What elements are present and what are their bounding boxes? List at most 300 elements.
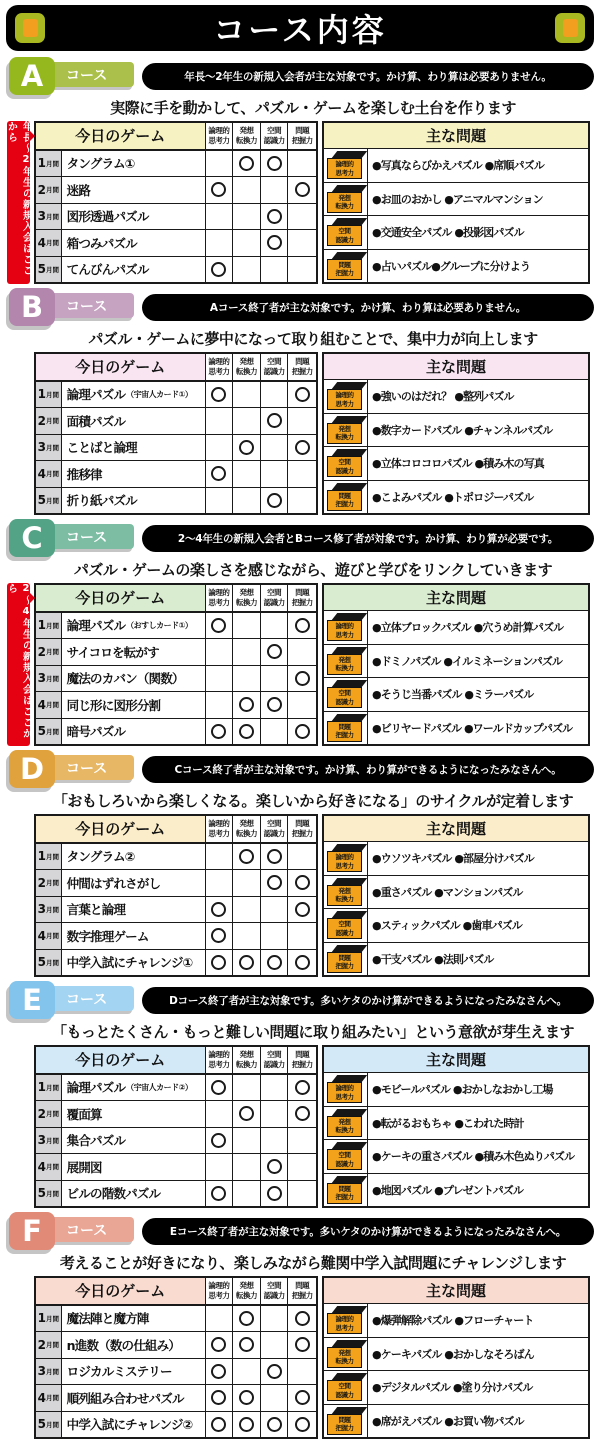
month-suffix: 月間 xyxy=(46,1110,59,1119)
skill-header-line1: 発想 xyxy=(239,1281,254,1291)
skill-header-1 xyxy=(206,1278,234,1304)
skill-box-label-line1: 問題 xyxy=(338,260,351,269)
game-note: （おすしカード①） xyxy=(126,620,193,630)
skill-mark-cell xyxy=(288,1332,316,1358)
skill-mark-cell xyxy=(261,151,289,177)
game-name-cell xyxy=(62,461,206,487)
skill-header-line2: 転換力 xyxy=(235,828,257,838)
problem-row xyxy=(324,1173,588,1207)
skill-mark-cell xyxy=(233,639,261,665)
month-cell xyxy=(36,382,62,408)
game-name-cell xyxy=(62,1412,206,1438)
problem-icon-cell xyxy=(324,1405,368,1438)
skill-mark-cell xyxy=(288,923,316,949)
skill-mark-cell xyxy=(206,1154,234,1180)
skill-mark-cell xyxy=(233,204,261,230)
month-suffix: 月間 xyxy=(46,1394,59,1403)
circle-mark-icon xyxy=(267,849,282,864)
course-section-d xyxy=(6,750,594,977)
month-suffix: 月間 xyxy=(46,186,59,195)
game-row xyxy=(36,487,316,514)
skill-box-label-line1: 論理的 xyxy=(335,391,354,400)
problem-row xyxy=(324,182,588,216)
skill-box-icon xyxy=(327,1306,364,1334)
skill-mark-cell xyxy=(206,488,234,514)
circle-mark-icon xyxy=(211,902,226,917)
circle-mark-icon xyxy=(239,849,254,864)
skill-header-4 xyxy=(288,816,316,842)
course-letter: F xyxy=(9,1212,55,1250)
game-name-cell xyxy=(62,613,206,639)
skill-mark-cell xyxy=(261,950,289,976)
skill-mark-cell xyxy=(261,461,289,487)
skill-mark-cell xyxy=(206,844,234,870)
game-row xyxy=(36,718,316,745)
game-row xyxy=(36,638,316,665)
skill-mark-cell xyxy=(233,950,261,976)
games-table-header-row xyxy=(36,585,316,612)
month-cell xyxy=(36,1075,62,1101)
skill-header-line1: 発想 xyxy=(239,357,254,367)
problem-row xyxy=(324,1139,588,1173)
month-cell xyxy=(36,461,62,487)
problem-items-text: ●ドミノパズル ●イルミネーションパズル xyxy=(372,654,562,668)
problems-header-cell: 主な問題 xyxy=(324,1047,588,1073)
game-name: 魔法のカバン（関数） xyxy=(66,671,184,687)
skill-box-label-line1: 空間 xyxy=(338,689,351,698)
problem-row xyxy=(324,1106,588,1140)
skill-box-label-line2: 転換力 xyxy=(335,433,354,442)
skill-mark-cell xyxy=(288,950,316,976)
month-number: 1 xyxy=(37,156,46,171)
games-header-cell: 今日のゲーム xyxy=(36,123,206,149)
skill-mark-cell xyxy=(206,151,234,177)
skill-mark-cell xyxy=(233,719,261,745)
skill-box-front-face xyxy=(327,158,362,179)
skill-header-line1: 論理的 xyxy=(208,357,230,367)
game-name-cell xyxy=(62,1306,206,1332)
skill-mark-cell xyxy=(288,692,316,718)
skill-header-3 xyxy=(261,123,289,149)
problem-items-text: ●スティックパズル ●歯車パズル xyxy=(372,919,522,933)
skill-header-line2: 思考力 xyxy=(208,828,230,838)
month-suffix: 月間 xyxy=(46,1420,59,1429)
skill-box-label-line2: 把握力 xyxy=(335,731,354,740)
month-cell xyxy=(36,613,62,639)
game-row xyxy=(36,922,316,949)
circle-mark-icon xyxy=(295,671,310,686)
skill-box-icon xyxy=(327,1075,364,1103)
problem-items-text: ●数字カードパズル ●チャンネルパズル xyxy=(372,423,553,437)
skill-box-label-line1: 論理的 xyxy=(335,1315,354,1324)
skill-mark-cell xyxy=(288,639,316,665)
skill-mark-cell xyxy=(288,1359,316,1385)
skill-header-line2: 認識力 xyxy=(263,1290,285,1300)
skill-box-label-line1: 空間 xyxy=(338,1382,351,1391)
circle-mark-icon xyxy=(239,156,254,171)
problem-items-text: ●モビールパズル ●おかしなおかし工場 xyxy=(372,1083,553,1097)
skill-box-label-line2: 思考力 xyxy=(335,1092,354,1101)
course-tables-row xyxy=(6,583,594,746)
skill-mark-cell xyxy=(288,408,316,434)
course-head-row xyxy=(6,981,594,1019)
skill-box-front-face xyxy=(327,620,362,641)
game-row xyxy=(36,869,316,896)
skill-mark-cell xyxy=(206,382,234,408)
game-name: 論理パズル xyxy=(66,1080,126,1096)
circle-mark-icon xyxy=(211,182,226,197)
course-badge-tab: コース xyxy=(34,524,134,549)
circle-mark-icon xyxy=(239,724,254,739)
circle-mark-icon xyxy=(211,1337,226,1352)
game-name: 魔法陣と魔方陣 xyxy=(66,1311,149,1327)
month-suffix: 月間 xyxy=(46,648,59,657)
skill-header-line1: 発想 xyxy=(239,1050,254,1060)
month-cell xyxy=(36,897,62,923)
game-name-cell xyxy=(62,1101,206,1127)
month-suffix: 月間 xyxy=(46,674,59,683)
game-name-cell xyxy=(62,1385,206,1411)
course-section-e xyxy=(6,981,594,1208)
game-name-cell xyxy=(62,230,206,256)
skill-mark-cell xyxy=(288,1154,316,1180)
month-cell xyxy=(36,1306,62,1332)
skill-mark-cell xyxy=(261,719,289,745)
game-row xyxy=(36,843,316,870)
skill-header-line1: 問題 xyxy=(295,1281,310,1291)
skill-mark-cell xyxy=(233,461,261,487)
game-row xyxy=(36,1153,316,1180)
problem-items-text: ●転がるおもちゃ ●こわれた時計 xyxy=(372,1116,524,1130)
game-name: ことばと論理 xyxy=(66,440,137,456)
month-number: 5 xyxy=(37,955,46,970)
skill-mark-cell xyxy=(288,230,316,256)
skill-mark-cell xyxy=(233,1306,261,1332)
month-number: 2 xyxy=(37,1337,46,1352)
skill-box-front-face xyxy=(327,423,362,444)
month-suffix: 月間 xyxy=(46,1083,59,1092)
skill-mark-cell xyxy=(261,204,289,230)
course-subtitle: パズル・ゲームに夢中になって取り組むことで、集中力が向上します xyxy=(88,330,538,348)
problem-row xyxy=(324,149,588,182)
game-name-cell xyxy=(62,1181,206,1207)
skill-mark-cell xyxy=(233,257,261,283)
skill-header-3 xyxy=(261,585,289,611)
ribbon-slot xyxy=(6,352,34,515)
month-number: 2 xyxy=(37,413,46,428)
problem-row xyxy=(324,942,588,976)
circle-mark-icon xyxy=(267,955,282,970)
problems-table xyxy=(322,121,590,284)
course-head-row xyxy=(6,1212,594,1250)
circle-mark-icon xyxy=(295,955,310,970)
skill-header-line2: 把握力 xyxy=(291,366,313,376)
game-name-cell xyxy=(62,257,206,283)
month-cell xyxy=(36,1385,62,1411)
skill-box-label-line2: 思考力 xyxy=(335,861,354,870)
circle-mark-icon xyxy=(211,618,226,633)
skill-header-line2: 把握力 xyxy=(291,597,313,607)
game-row xyxy=(36,1127,316,1154)
skill-box-front-face xyxy=(327,687,362,708)
skill-mark-cell xyxy=(288,1385,316,1411)
month-suffix: 月間 xyxy=(46,239,59,248)
skill-mark-cell xyxy=(288,257,316,283)
skill-mark-cell xyxy=(206,666,234,692)
game-name: サイコロを転がす xyxy=(66,644,159,660)
skill-header-4 xyxy=(288,123,316,149)
course-letter: A xyxy=(9,57,55,95)
skill-header-3 xyxy=(261,1278,289,1304)
course-tables-row xyxy=(6,1276,594,1439)
game-note: （宇宙人カード②） xyxy=(126,1082,193,1092)
month-number: 3 xyxy=(37,1133,46,1148)
skill-mark-cell xyxy=(233,1154,261,1180)
skill-box-front-face xyxy=(327,225,362,246)
skill-box-label-line2: 思考力 xyxy=(335,630,354,639)
skill-box-icon xyxy=(327,1340,364,1368)
problem-icon-cell xyxy=(324,1338,368,1371)
circle-mark-icon xyxy=(267,235,282,250)
skill-header-4 xyxy=(288,585,316,611)
skill-header-line1: 問題 xyxy=(295,1050,310,1060)
course-badge-tab: コース xyxy=(34,62,134,87)
skill-mark-cell xyxy=(206,692,234,718)
month-suffix: 月間 xyxy=(46,1314,59,1323)
games-table xyxy=(34,814,318,977)
problem-items-text: ●そうじ当番パズル ●ミラーパズル xyxy=(372,688,534,702)
problem-items-text: ●地図パズル ●プレゼントパズル xyxy=(372,1183,523,1197)
skill-header-line1: 問題 xyxy=(295,357,310,367)
skill-mark-cell xyxy=(206,613,234,639)
circle-mark-icon xyxy=(295,902,310,917)
skill-header-line1: 問題 xyxy=(295,819,310,829)
circle-mark-icon xyxy=(295,1417,310,1432)
month-cell xyxy=(36,230,62,256)
circle-mark-icon xyxy=(295,1390,310,1405)
game-name: 推移律 xyxy=(66,466,102,482)
game-name-cell xyxy=(62,692,206,718)
game-row xyxy=(36,150,316,177)
circle-mark-icon xyxy=(267,644,282,659)
skill-header-1 xyxy=(206,1047,234,1073)
month-cell xyxy=(36,1101,62,1127)
new-entry-ribbon: 2～4年生の新規入会はここから xyxy=(7,583,30,746)
skill-mark-cell xyxy=(233,382,261,408)
skill-box-label-line1: 問題 xyxy=(338,1184,351,1193)
skill-mark-cell xyxy=(233,870,261,896)
skill-mark-cell xyxy=(261,1332,289,1358)
problem-items-text: ●ウソツキパズル ●部屋分けパズル xyxy=(372,852,534,866)
skill-mark-cell xyxy=(233,151,261,177)
skill-box-front-face xyxy=(327,1149,362,1170)
game-name: タングラム① xyxy=(66,156,135,172)
skill-mark-cell xyxy=(233,1075,261,1101)
game-name: 図形透過パズル xyxy=(66,209,149,225)
skill-header-line2: 思考力 xyxy=(208,135,230,145)
course-subtitle: 考えることが好きになり、楽しみながら難関中学入試問題にチャレンジします xyxy=(59,1254,567,1272)
game-name: ビルの階数パズル xyxy=(66,1186,161,1202)
problem-icon-cell xyxy=(324,943,368,976)
month-cell xyxy=(36,870,62,896)
month-number: 4 xyxy=(37,697,46,712)
month-cell xyxy=(36,151,62,177)
skill-mark-cell xyxy=(206,461,234,487)
game-name-cell xyxy=(62,1332,206,1358)
course-head-row xyxy=(6,288,594,326)
skill-header-2 xyxy=(233,123,261,149)
skill-mark-cell xyxy=(206,1181,234,1207)
skill-mark-cell xyxy=(233,844,261,870)
game-name-cell xyxy=(62,719,206,745)
month-number: 5 xyxy=(37,1417,46,1432)
skill-header-line2: 認識力 xyxy=(263,597,285,607)
skill-mark-cell xyxy=(288,844,316,870)
games-table xyxy=(34,1045,318,1208)
game-name: 論理パズル xyxy=(66,618,126,634)
game-name: 中学入試にチャレンジ② xyxy=(66,1417,193,1433)
skill-box-label-line1: 問題 xyxy=(338,491,351,500)
skill-box-label-line2: 把握力 xyxy=(335,962,354,971)
month-cell xyxy=(36,204,62,230)
games-header-cell: 今日のゲーム xyxy=(36,816,206,842)
month-number: 2 xyxy=(37,182,46,197)
game-name: 論理パズル xyxy=(66,387,126,403)
course-section-f xyxy=(6,1212,594,1439)
game-row xyxy=(36,460,316,487)
skill-mark-cell xyxy=(233,1359,261,1385)
skill-box-icon xyxy=(327,1142,364,1170)
skill-header-line2: 思考力 xyxy=(208,597,230,607)
skill-box-label-line2: 認識力 xyxy=(335,1390,354,1399)
skill-box-front-face xyxy=(327,389,362,410)
skill-mark-cell xyxy=(261,613,289,639)
skill-box-label-line2: 転換力 xyxy=(335,202,354,211)
skill-header-line1: 論理的 xyxy=(208,1281,230,1291)
course-subtitle: 「おもしろいから楽しくなる。楽しいから好きになる」のサイクルが定着します xyxy=(52,792,574,810)
game-name-cell xyxy=(62,844,206,870)
skill-header-line1: 空間 xyxy=(267,126,282,136)
problem-icon-cell xyxy=(324,1304,368,1337)
skill-box-label-line1: 空間 xyxy=(338,458,351,467)
skill-box-front-face xyxy=(327,1313,362,1334)
course-section-a xyxy=(6,57,594,284)
skill-mark-cell xyxy=(288,719,316,745)
problems-header-cell: 主な問題 xyxy=(324,585,588,611)
circle-mark-icon xyxy=(267,697,282,712)
problem-row xyxy=(324,644,588,678)
skill-box-label-line1: 論理的 xyxy=(335,1084,354,1093)
course-letter: C xyxy=(9,519,55,557)
course-section-c xyxy=(6,519,594,746)
game-name: 展開図 xyxy=(66,1159,102,1175)
problem-icon-cell xyxy=(324,1371,368,1404)
skill-mark-cell xyxy=(233,177,261,203)
problem-items-text: ●こよみパズル ●トポロジーパズル xyxy=(372,490,534,504)
skill-mark-cell xyxy=(261,1075,289,1101)
problem-row xyxy=(324,380,588,413)
skill-box-front-face xyxy=(327,918,362,939)
skill-header-3 xyxy=(261,1047,289,1073)
course-badge xyxy=(6,288,138,326)
problem-icon-cell xyxy=(324,414,368,447)
skill-mark-cell xyxy=(288,488,316,514)
skill-box-icon xyxy=(327,1407,364,1435)
skill-box-front-face xyxy=(327,1414,362,1435)
skill-header-line2: 思考力 xyxy=(208,1059,230,1069)
ribbon-slot xyxy=(6,121,34,284)
skill-mark-cell xyxy=(261,382,289,408)
page-title: コース内容 xyxy=(213,11,387,49)
month-suffix: 月間 xyxy=(46,1189,59,1198)
skill-header-line1: 空間 xyxy=(267,1050,282,1060)
skill-mark-cell xyxy=(206,1359,234,1385)
problem-icon-cell xyxy=(324,481,368,514)
month-suffix: 月間 xyxy=(46,390,59,399)
circle-mark-icon xyxy=(211,1364,226,1379)
skill-mark-cell xyxy=(288,461,316,487)
circle-mark-icon xyxy=(211,1080,226,1095)
problem-icon-cell xyxy=(324,909,368,942)
course-target-banner: 2～4年生の新規入会者とBコース修了者が対象です。かけ算、わり算が必要です。 xyxy=(142,525,594,552)
skill-header-1 xyxy=(206,585,234,611)
course-tables-row xyxy=(6,121,594,284)
game-name-cell xyxy=(62,639,206,665)
game-row xyxy=(36,256,316,283)
course-subtitle: パズル・ゲームの楽しさを感じながら、遊びと学びをリンクしていきます xyxy=(73,561,553,579)
games-table xyxy=(34,352,318,515)
game-row xyxy=(36,665,316,692)
course-subtitle: 実際に手を動かして、パズル・ゲームを楽しむ土台を作ります xyxy=(110,99,516,117)
course-badge-tab: コース xyxy=(34,293,134,318)
problem-row xyxy=(324,1370,588,1404)
skill-mark-cell xyxy=(206,897,234,923)
skill-mark-cell xyxy=(233,230,261,256)
circle-mark-icon xyxy=(239,1106,254,1121)
skill-box-icon xyxy=(327,449,364,477)
problem-items-text: ●席がえパズル ●お買い物パズル xyxy=(372,1414,524,1428)
game-note: （宇宙人カード①） xyxy=(126,389,193,399)
games-table xyxy=(34,1276,318,1439)
game-row xyxy=(36,229,316,256)
problem-items-text: ●交通安全パズル ●投影図パズル xyxy=(372,226,524,240)
game-name-cell xyxy=(62,870,206,896)
problem-icon-cell xyxy=(324,149,368,182)
problems-header-cell: 主な問題 xyxy=(324,1278,588,1304)
game-name: 箱つみパズル xyxy=(66,235,137,251)
game-name-cell xyxy=(62,1359,206,1385)
game-name: てんびんパズル xyxy=(66,262,149,278)
skill-mark-cell xyxy=(261,639,289,665)
skill-box-label-line2: 転換力 xyxy=(335,895,354,904)
skill-mark-cell xyxy=(233,435,261,461)
problem-icon-cell xyxy=(324,842,368,875)
skill-mark-cell xyxy=(261,435,289,461)
skill-header-2 xyxy=(233,816,261,842)
course-letter: D xyxy=(9,750,55,788)
game-name: 中学入試にチャレンジ① xyxy=(66,955,193,971)
game-row xyxy=(36,691,316,718)
game-name-cell xyxy=(62,1154,206,1180)
month-cell xyxy=(36,666,62,692)
course-badge-tab: コース xyxy=(34,755,134,780)
skill-box-label-line1: 発想 xyxy=(338,193,351,202)
skill-box-icon xyxy=(327,613,364,641)
skill-header-line1: 空間 xyxy=(267,1281,282,1291)
month-suffix: 月間 xyxy=(46,879,59,888)
course-section-b xyxy=(6,288,594,515)
problem-items-text: ●立体ブロックパズル ●穴うめ計算パズル xyxy=(372,621,564,635)
